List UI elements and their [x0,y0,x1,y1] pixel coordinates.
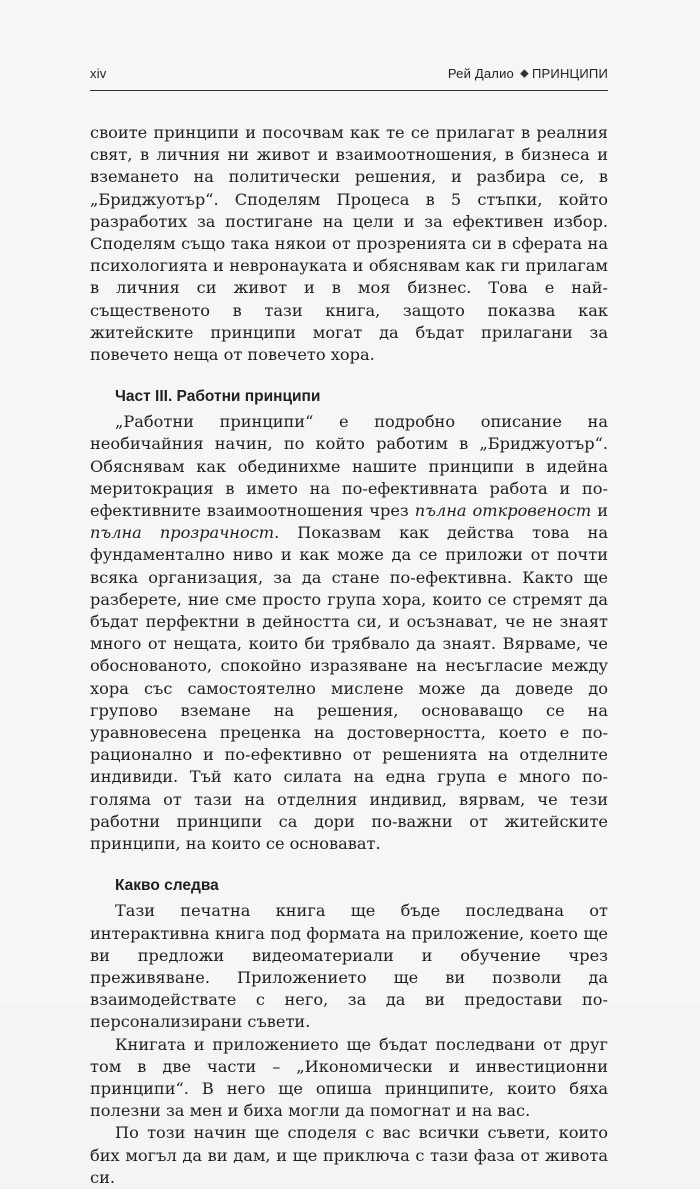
what-next-paragraph-2: Книгата и приложението ще бъдат последвани от друг том в две части – „Икономически и инвестиционни принципи“. В него ще опиша принципите, които бяха полезни за мен и биха могли да помогнат и на вас. [90,1034,608,1121]
emphasis-full-transparency: пълна прозрачност [90,523,275,543]
work-principles-paragraph [90,411,608,855]
header-title-group [448,66,608,81]
text-run: и [591,501,609,521]
section-heading-work-principles: Част III. Работни принципи [115,388,321,406]
body-text [90,122,608,1189]
page-number: xiv [90,66,107,81]
header-rule [90,90,608,91]
intro-paragraph: своите принципи и посочвам как те се прилагат в реалния свят, в личния ни живот и взаимоотношения, в бизнеса и вземането на политически решения, и разбира се, в „Бриджуотър“. Споделям Процеса в 5 стъпки, който разработих за постигане на цели и за ефективен избор. Споделям също така някои от прозренията си в сферата на психологията и невронауката и обяснявам как ги прилагам в личния си живот и в моя бизнес. Това е най-същественото в тази книга, защото показва как житейските принципи могат да бъдат прилагани за повечето неща от повечето хора. [90,123,608,365]
author-name: Рей Далио [447,66,514,81]
what-next-paragraph-1: Тази печатна книга ще бъде последвана от интерактивна книга под формата на приложение, което ще ви предложи видеоматериали и обучение чрез преживяване. Приложението ще ви позволи да взаимодействате с него, за да ви предостави по-персонализирани съвети. [90,901,608,1032]
text-run: . Показвам как действа това на фундаментално ниво и как може да се приложи от почти всяка организация, за да стане по-ефективна. Както ще разберете, ние сме просто група хора, които се стремят да бъдат перфектни в дейността си, и осъзнават, че не знаят много от нещата, които би трябвало да знаят. Вярваме, че обоснованото, спокойно изразяване на несъгласие между хора със самостоятелно мислене може да доведе до групово вземане на решения, основаващо се на уравновесена преценка на достоверността, което е по-рационално и по-ефективно от решенията на отделните индивиди. Тъй като силата на една група е много по-голяма от тази на отделния индивид, вярвам, че тези работни принципи са дори по-важни от житейските принципи, на които се основават. [90,523,608,854]
text-run: „Работни принципи“ е подробно описание на необичайния начин, по който работим в „Бриджуотър“. Обяснявам как обединихме нашите принципи в идейна меритокрация в името на по-ефективната работа и по-ефективните взаимоотношения чрез [90,412,608,521]
what-next-paragraph-3: По този начин ще споделя с вас всички съвети, които бих могъл да ви дам, и ще приключа с тази фаза от живота си. [90,1123,608,1187]
running-header [90,66,608,86]
section-heading-what-next: Какво следва [115,877,219,895]
diamond-icon [520,69,528,77]
book-title: ПРИНЦИПИ [532,66,608,81]
emphasis-full-candor: пълна откровеност [414,501,592,521]
